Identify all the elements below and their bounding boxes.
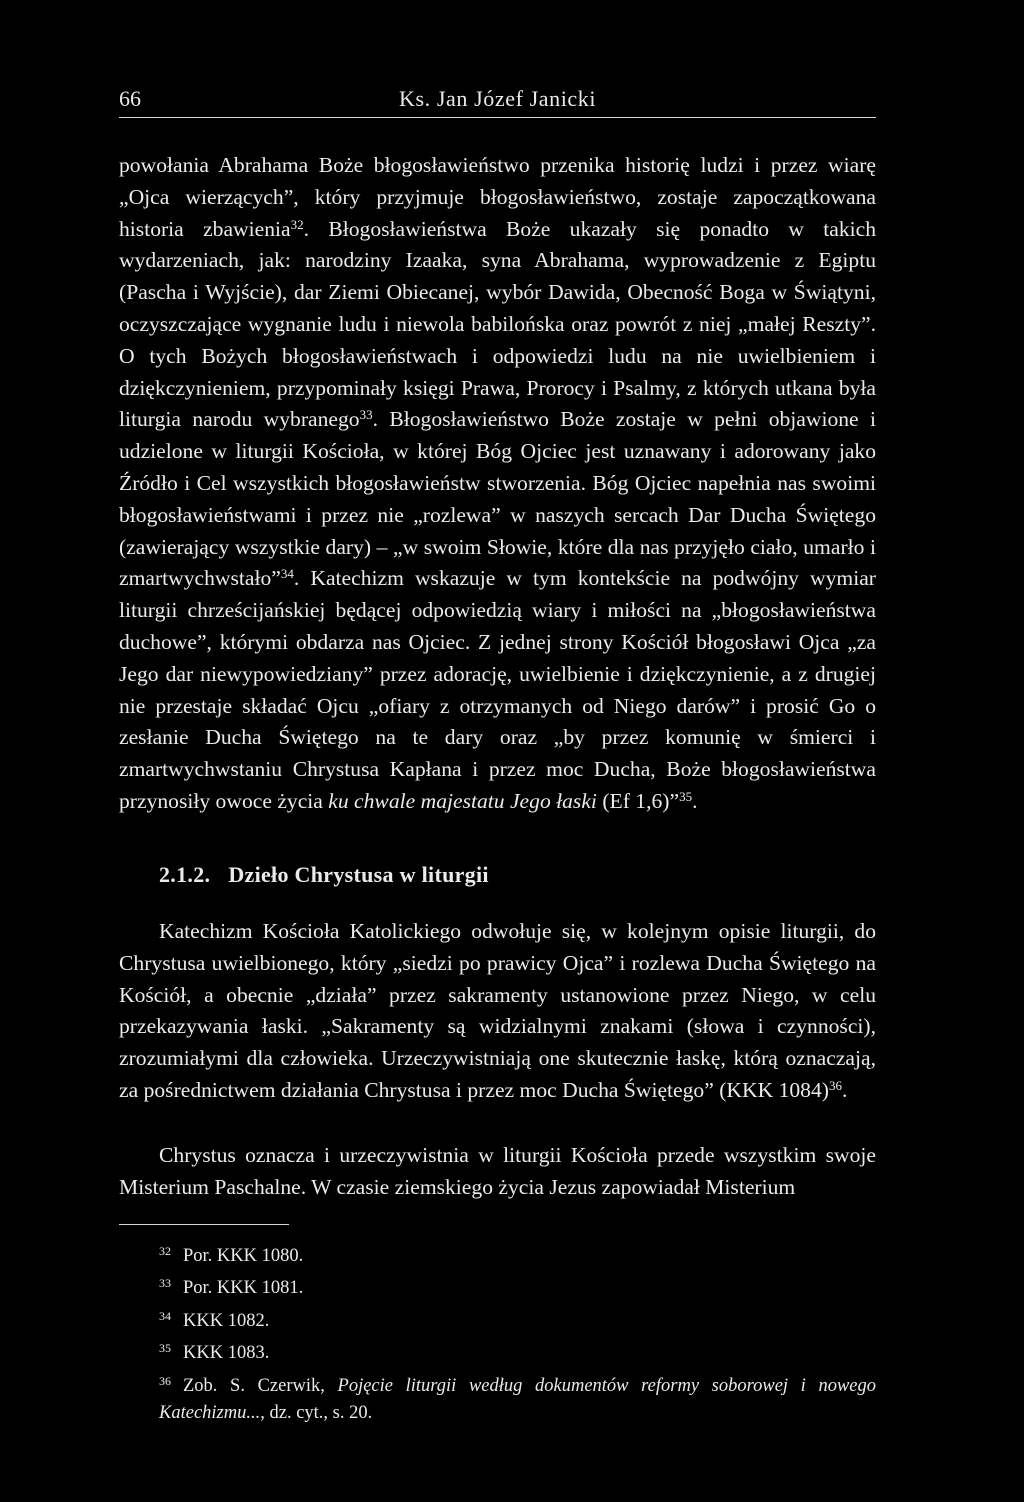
footnote-ref-34[interactable]: 34 [280, 566, 294, 582]
footnote-36 [119, 1368, 876, 1428]
footnote-number: 36 [159, 1373, 171, 1388]
footnote-italic-title: Pojęcie liturgii według dokumentów reformy soborowej i nowego Katechizmu... [159, 1375, 876, 1424]
footnote-number: 34 [159, 1308, 171, 1323]
footnotes [119, 1238, 876, 1427]
footnote-number: 35 [159, 1341, 171, 1356]
footnote-ref-33[interactable]: 33 [359, 407, 373, 423]
paragraph-text [119, 150, 876, 818]
text-run: (Ef 1,6)” [596, 788, 680, 813]
footnote-33 [119, 1270, 876, 1302]
footnote-text: , dz. cyt., s. 20. [260, 1403, 373, 1424]
section-number: 2.1.2. [159, 862, 211, 887]
body-paragraph-3: Chrystus oznacza i urzeczywistnia w liturgii Kościoła przede wszystkim swoje Misterium Paschalne. W czasie ziemskiego życia Jezus zapowiadał Misterium [119, 1143, 876, 1199]
text-run: . Błogosławieństwo Boże zostaje w pełni objawione i udzielone w liturgii Kościoła, w której Bóg Ojciec jest uznawany i adorowany jako Źródło i Cel wszystkich błogosławieństw stworzenia. Bóg Ojciec napełnia nas swoimi błogosławieństwami i przez nie „rozlewa” w naszych sercach Dar Ducha Świętego (zawierający wszystkie dary) – „w swoim Słowie, które dla nas przyjęło ciało, umarło i zmartwychwstało” [119, 407, 876, 591]
footnote-number: 33 [159, 1276, 171, 1291]
body-paragraph-2 [119, 916, 876, 1107]
page-header [119, 86, 876, 120]
footnote-ref-35[interactable]: 35 [679, 788, 693, 804]
header-rule [119, 117, 876, 118]
footnote-separator [119, 1224, 289, 1225]
footnote-text: KKK 1082. [183, 1310, 270, 1331]
text-run: . [841, 1077, 848, 1102]
text-run: . [692, 788, 698, 813]
text-run: . Błogosławieństwa Boże ukazały się ponadto w takich wydarzeniach, jak: narodziny Izaaka, syna Abrahama, wyprowadzenie z Egiptu (Pascha i Wyjście), dar Ziemi Obiecanej, wybór Dawida, Obecność Boga w Świątyni, oczyszczające wygnanie ludu i niewola babilońska oraz powrót z niej „małej Reszty”. O tych Bożych błogosławieństwach i odpowiedzi ludu na nie uwielbieniem i dziękczynieniem, przypominały księgi Prawa, Prorocy i Psalmy, z których utkana była liturgia narodu wybranego [119, 216, 876, 432]
footnote-32 [119, 1238, 876, 1270]
footnote-text: Zob. S. Czerwik, [183, 1375, 338, 1396]
footnote-34 [119, 1303, 876, 1335]
footnote-ref-32[interactable]: 32 [290, 216, 304, 232]
section-heading [159, 862, 489, 888]
running-head: Ks. Jan Józef Janicki [399, 86, 597, 111]
footnote-ref-36[interactable]: 36 [828, 1077, 842, 1093]
page-number: 66 [119, 86, 141, 111]
body-paragraph-1 [119, 150, 876, 818]
section-title: Dzieło Chrystusa w liturgii [228, 862, 489, 887]
footnote-text: Por. KKK 1080. [183, 1246, 304, 1266]
footnote-35 [119, 1335, 876, 1367]
italic-quote: ku chwale majestatu Jego łaski [328, 788, 597, 813]
text-run: powołania Abrahama Boże błogosławieństwo przenika historię ludzi i przez wiarę „Ojca wierzących”, który przyjmuje błogosławieństwo, zostaje zapoczątkowana historia zbawienia [119, 153, 876, 241]
footnote-text: KKK 1083. [183, 1343, 270, 1364]
footnote-number: 32 [159, 1244, 171, 1258]
footnote-text: Por. KKK 1081. [183, 1278, 304, 1299]
text-run: . Katechizm wskazuje w tym kontekście na podwójny wymiar liturgii chrześcijańskiej będącej odpowiedzią wiary i miłości na „błogosławieństwa duchowe”, którymi obdarza nas Ojciec. Z jednej strony Kościół błogosławi Ojca „za Jego dar niewypowiedziany” przez adorację, uwielbienie i dziękczynienie, a z drugiej nie przestaje składać Ojcu „ofiary z otrzymanych od Niego darów” i prosić Go o zesłanie Ducha Świętego na te dary oraz „by przez komunię w śmierci i zmartwychwstaniu Chrystusa Kapłana i przez moc Ducha, Boże błogosławieństwa przynosiły owoce życia [119, 566, 876, 813]
text-run: Katechizm Kościoła Katolickiego odwołuje się, w kolejnym opisie liturgii, do Chrystusa uwielbionego, który „siedzi po prawicy Ojca” i rozlewa Ducha Świętego na Kościół, a obecnie „działa” przez sakramenty ustanowione przez Niego, w celu przekazywania łaski. „Sakramenty są widzialnymi znakami (słowa i czynności), zrozumiałymi dla człowieka. Urzeczywistniają one skutecznie łaskę, którą oznaczają, za pośrednictwem działania Chrystusa i przez moc Ducha Świętego” (KKK 1084) [119, 919, 876, 1102]
